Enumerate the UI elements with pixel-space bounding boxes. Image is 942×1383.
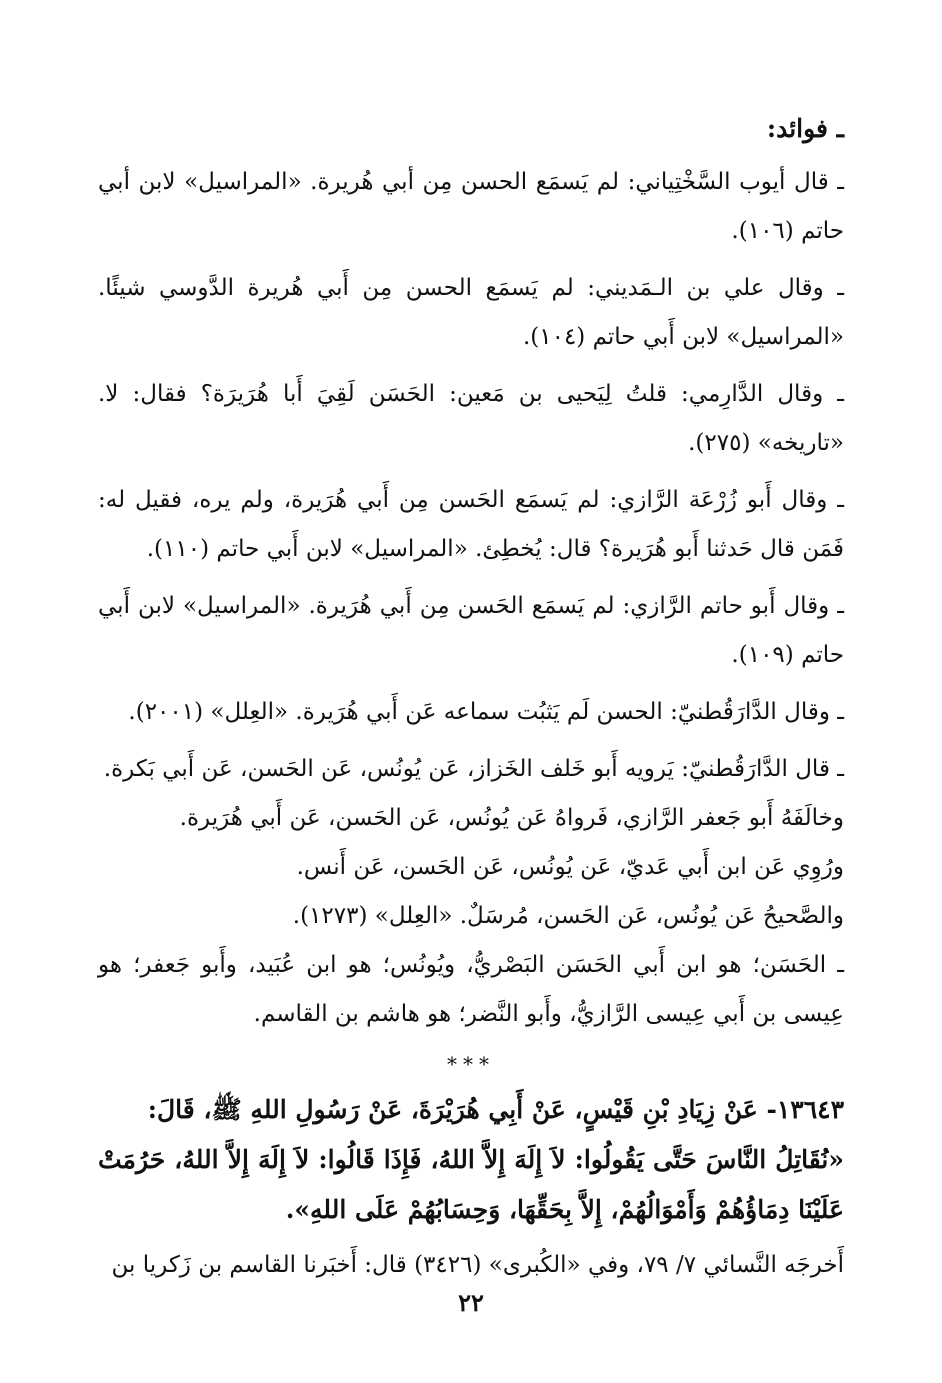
daraqutni-line: والصَّحيحُ عَن يُونُس، عَن الحَسن، مُرسَلٌ. «العِلل» (١٢٧٣). — [292, 903, 844, 929]
takhrij-line: أَخرجَه النَّسائي ٧/ ٧٩، وفي «الكُبرى» (٣٤٢٦) قال: أَخبَرنا القاسم بن زَكريا بن — [111, 1252, 844, 1278]
daraqutni-line: ورُوِي عَن ابن أَبي عَديّ، عَن يُونُس، عَن الحَسن، عَن أَنس. — [296, 854, 844, 880]
benefit-paragraph: ـ وقال الدَّارَقُطنيّ: الحسن لَم يَثبُت سماعه عَن أَبي هُرَيرة. «العِلل» (٢٠٠١). — [128, 699, 844, 725]
daraqutni-line: ـ قال الدَّارَقُطنيّ: يَرويه أَبو خَلف الخَزاز، عَن يُونُس، عَن الحَسن، عَن أَبي بَكرة. — [103, 756, 844, 782]
daraqutni-line: وخالَفَهُ أَبو جَعفر الرَّازي، فَرواهُ عَن يُونُس، عَن الحَسن، عَن أَبي هُرَيرة. — [179, 805, 844, 831]
page-number: ٢٢ — [458, 1288, 484, 1317]
names-note: ـ الحَسَن؛ هو ابن أَبي الحَسَن البَصْريُّ، ويُونُس؛ هو ابن عُبَيد، وأَبو جَعفر؛ هو عِيسى بن أَبي عِيسى الرَّازيُّ، وأَبو النَّضر؛ هو هاشم بن القاسم. — [98, 952, 844, 1027]
section-separator: *** — [447, 1052, 495, 1076]
benefit-paragraph: ـ وقال الدَّارِمي: قلتُ لِيَحيى بن مَعين: الحَسَن لَقِيَ أَبا هُرَيرَة؟ فقال: لا. «تاريخه» (٢٧٥). — [98, 381, 844, 456]
benefits-heading: ـ فوائد: — [766, 114, 844, 143]
benefit-paragraph: ـ وقال علي بن الـمَديني: لم يَسمَع الحسن مِن أَبي هُريرة الدَّوسي شيئًا. «المراسيل» لابن أَبي حاتم (١٠٤). — [98, 275, 844, 350]
hadith-heading: ١٣٦٤٣- عَنْ زِيَادِ بْنِ قَيْسٍ، عَنْ أَبِي هُرَيْرَةَ، عَنْ رَسُولِ اللهِ ﷺ، قَالَ: — [147, 1095, 844, 1124]
page-body — [98, 108, 844, 1290]
benefit-paragraph: ـ وقال أَبو زُرْعَة الرَّازي: لم يَسمَع الحَسن مِن أَبي هُرَيرة، ولم يره، فقيل له: فَمَن قال حَدثنا أَبو هُرَيرة؟ قال: يُخطِئ. «المراسيل» لابن أَبي حاتم (١١٠). — [98, 487, 844, 562]
benefit-paragraph: ـ وقال أَبو حاتم الرَّازي: لم يَسمَع الحَسن مِن أَبي هُرَيرة. «المراسيل» لابن أَبي حاتم (١٠٩). — [98, 593, 844, 668]
hadith-text: «نُقَاتِلُ النَّاسَ حَتَّى يَقُولُوا: لاَ إِلَهَ إِلاَّ اللهُ، فَإِذَا قَالُوا: لاَ إِلَهَ إِلاَّ اللهُ، حَرُمَتْ عَلَيْنَا دِمَاؤُهُمْ وَأَمْوَالُهُمْ، إِلاَّ بِحَقِّهَا، وَحِسَابُهُمْ عَلَى اللهِ». — [98, 1145, 844, 1224]
benefit-paragraph: ـ قال أيوب السَّخْتِياني: لم يَسمَع الحسن مِن أبي هُريرة. «المراسيل» لابن أبي حاتم (١٠٦). — [98, 169, 844, 244]
